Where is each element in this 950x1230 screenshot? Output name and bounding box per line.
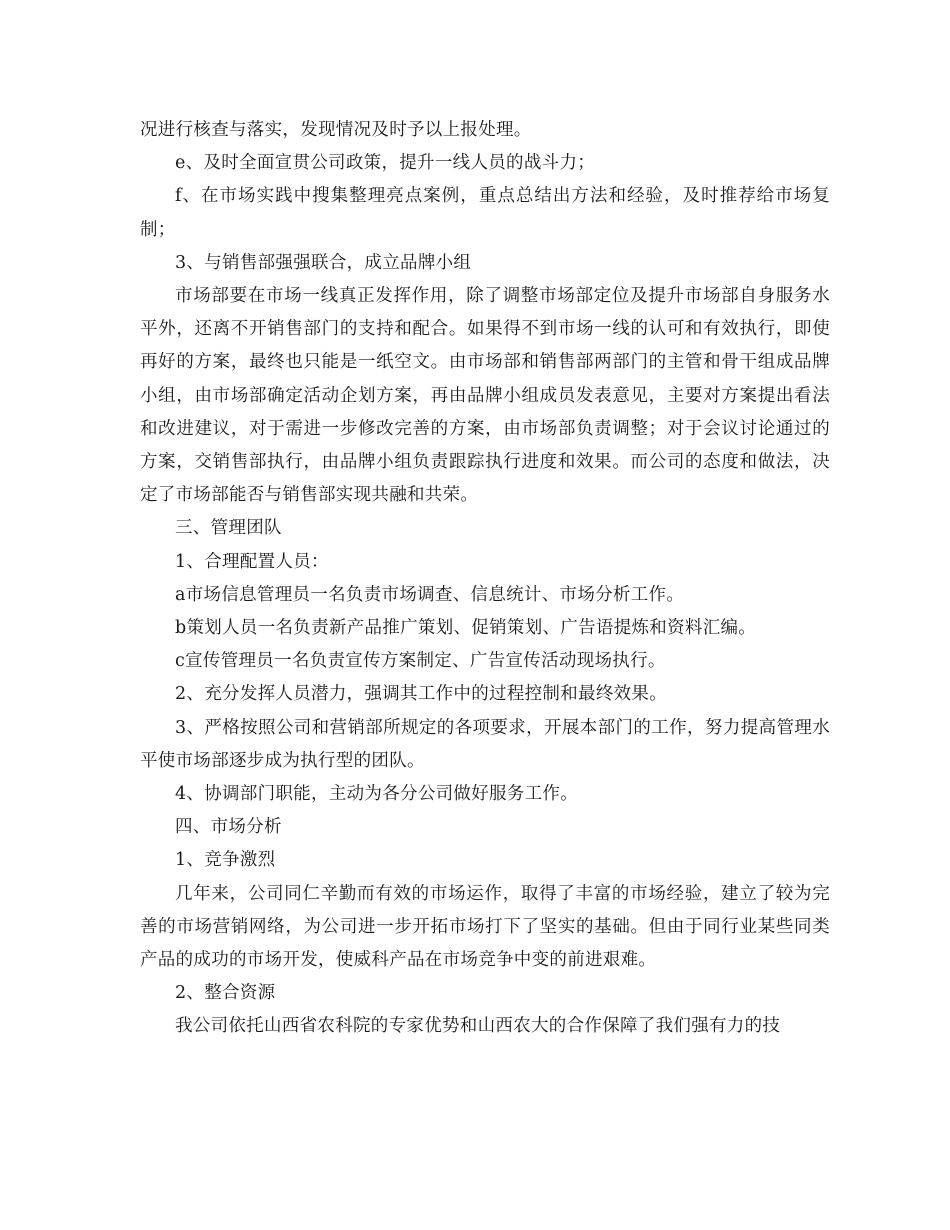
- paragraph-resources: 我公司依托山西省农科院的专家优势和山西农大的合作保障了我们强有力的技: [175, 1016, 781, 1037]
- section-item-2: 2、充分发挥人员潜力，强调其工作中的过程控制和最终效果。: [175, 684, 668, 705]
- list-item-e: e、及时全面宣贯公司政策，提升一线人员的战斗力；: [175, 153, 596, 174]
- paragraph-brand-team: 市场部要在市场一线真正发挥作用，除了调整市场部定位及提升市场部自身服务水平外，还离不开销售部门的支持和配合。如果得不到市场一线的认可和有效执行，即使再好的方案，最终也只能是一纸空文。由市场部和销售部两部门的主管和骨干组成品牌小组，由市场部确定活动企划方案，再由品牌小组成员发表意见，主要对方案提出看法和改进建议，对于需进一步修改完善的方案，由市场部负责调整；对于会议讨论通过的方案，交销售部执行，由品牌小组负责跟踪执行进度和效果。而公司的态度和做法，决定了市场部能否与销售部实现共融和共荣。: [140, 286, 830, 506]
- list-item-b: b策划人员一名负责新产品推广策划、促销策划、广告语提炼和资料汇编。: [175, 618, 757, 639]
- list-item-c: c宣传管理员一名负责宣传方案制定、广告宣传活动现场执行。: [175, 651, 666, 672]
- chapter-heading-market-analysis: 四、市场分析: [175, 817, 282, 838]
- paragraph-competition: 几年来，公司同仁辛勤而有效的市场运作，取得了丰富的市场经验，建立了较为完善的市场营销网络，为公司进一步开拓市场打下了坚实的基础。但由于同行业某些同类产品的成功的市场开发，使威科产品在市场竞争中变的前进艰难。: [140, 883, 830, 971]
- document-body: [140, 114, 830, 1044]
- list-item-f: f、在市场实践中搜集整理亮点案例，重点总结出方法和经验，及时推荐给市场复制；: [140, 186, 830, 240]
- section-item-3: 3、严格按照公司和营销部所规定的各项要求，开展本部门的工作，努力提高管理水平使市场部逐步成为执行型的团队。: [140, 717, 830, 771]
- chapter-heading-management-team: 三、管理团队: [175, 518, 282, 539]
- section-heading-competition: 1、竞争激烈: [175, 850, 276, 871]
- section-heading-staffing: 1、合理配置人员：: [175, 551, 329, 572]
- section-item-4: 4、协调部门职能，主动为各分公司做好服务工作。: [175, 784, 579, 805]
- section-heading-resources: 2、整合资源: [175, 983, 276, 1004]
- paragraph-continuation: 况进行核查与落实，发现情况及时予以上报处理。: [140, 120, 532, 140]
- section-heading-3: 3、与销售部强强联合，成立品牌小组: [175, 252, 472, 273]
- list-item-a: a市场信息管理员一名负责市场调查、信息统计、市场分析工作。: [175, 584, 685, 605]
